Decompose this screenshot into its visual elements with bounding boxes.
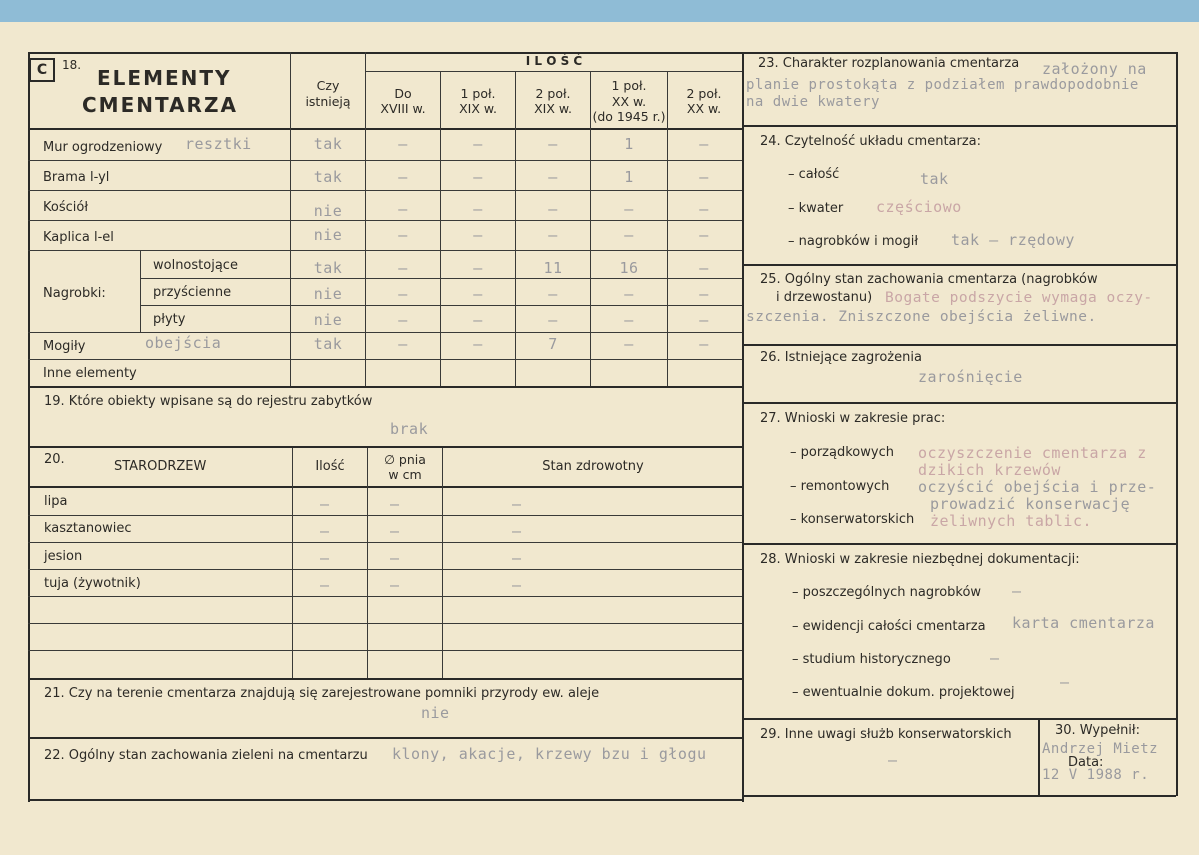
s29-label: 29. Inne uwagi służb konserwatorskich xyxy=(760,727,1012,742)
val-kosciol-1: – xyxy=(398,200,408,218)
s28-label: 28. Wnioski w zakresie niezbędnej dokumentacji: xyxy=(760,552,1080,567)
s27-label: 27. Wnioski w zakresie prac: xyxy=(760,411,946,426)
tree-tuja-stan: – xyxy=(512,576,522,594)
section-c-box: C xyxy=(29,58,55,82)
s29-value: – xyxy=(888,751,898,769)
rule xyxy=(28,569,742,570)
val-kosciol-3: – xyxy=(548,200,558,218)
val-wolno-2: – xyxy=(473,259,483,277)
rule xyxy=(367,448,368,678)
val-przys-4: – xyxy=(624,285,634,303)
val-kosciol-2: – xyxy=(473,200,483,218)
s27-value-l2: dzikich krzewów xyxy=(918,461,1061,479)
val-mur-1: – xyxy=(398,135,408,153)
val-mur-4: 1 xyxy=(624,135,634,153)
s24-val-calosc: tak xyxy=(920,170,949,188)
val-plyty-3: – xyxy=(548,311,558,329)
s21-label: 21. Czy na terenie cmentarza znajdują się zarejestrowane pomniki przyrody ew. aleje xyxy=(44,686,600,701)
val-wolno-5: – xyxy=(699,259,709,277)
val-kaplica-4: – xyxy=(624,226,634,244)
rule xyxy=(28,160,742,161)
exists-wolnostojace: tak xyxy=(313,259,343,277)
rule xyxy=(742,125,1176,127)
val-mogily-2: – xyxy=(473,335,483,353)
rule xyxy=(28,220,742,221)
tree-jesion: jesion xyxy=(44,549,83,564)
tree-jesion-pnia: – xyxy=(390,549,400,567)
s24-label: 24. Czytelność układu cmentarza: xyxy=(760,134,982,149)
s27-item-konserwatorskich: – konserwatorskich xyxy=(790,512,915,527)
period-4-l1: 1 poł. xyxy=(611,78,647,93)
row-label-inne: Inne elementy xyxy=(43,366,137,381)
val-mur-3: – xyxy=(548,135,558,153)
val-kaplica-2: – xyxy=(473,226,483,244)
rule xyxy=(28,250,742,251)
s19-value: brak xyxy=(390,420,429,438)
title-line1: ELEMENTY xyxy=(97,66,232,90)
tree-kasztanowiec: kasztanowiec xyxy=(44,521,132,536)
s28-item-projektowej: – ewentualnie dokum. projektowej xyxy=(792,685,1015,700)
val-przys-1: – xyxy=(398,285,408,303)
s25-value-l1: Bogate podszycie wymaga oczy- xyxy=(885,290,1153,306)
val-przys-5: – xyxy=(699,285,709,303)
val-mogily-5: – xyxy=(699,335,709,353)
czy-header-l1: Czy xyxy=(316,78,340,93)
period-3-l1: 2 poł. xyxy=(535,86,571,101)
s24-val-nagrobkow: tak – rzędowy xyxy=(951,231,1075,249)
row-label-plyty: płyty xyxy=(153,312,186,327)
rule xyxy=(28,386,744,388)
rule xyxy=(290,52,291,386)
ilosc-header: I L O Ś Ć xyxy=(525,54,583,68)
czy-header-l2: istnieją xyxy=(305,94,351,109)
s24-item-kwater: – kwater xyxy=(788,201,844,216)
val-mur-5: – xyxy=(699,135,709,153)
s23-value-l2: planie prostokąta z podziałem prawdopodobnie xyxy=(746,77,1139,93)
val-brama-4: 1 xyxy=(624,168,634,186)
rule xyxy=(28,650,742,651)
s28-item-studium: – studium historycznego xyxy=(792,652,951,667)
rule xyxy=(28,52,744,54)
period-4-l2: XX w. xyxy=(611,94,647,109)
val-brama-2: – xyxy=(473,168,483,186)
s25-label-l1: 25. Ogólny stan zachowania cmentarza (nagrobków xyxy=(760,272,1098,287)
period-5-l2: XX w. xyxy=(686,101,722,116)
s27-value-l1: oczyszczenie cmentarza z xyxy=(918,444,1147,462)
rule xyxy=(742,543,1176,545)
rule xyxy=(140,305,742,306)
tree-kasz-ilosc: – xyxy=(320,522,330,540)
val-plyty-1: – xyxy=(398,311,408,329)
s27-value-l4: prowadzić konserwację xyxy=(930,495,1131,513)
rule xyxy=(28,128,744,130)
rule xyxy=(742,344,1176,346)
s30-date-label: Data: xyxy=(1068,755,1104,770)
s24-item-calosc: – całość xyxy=(788,167,840,182)
tree-tuja-ilosc: – xyxy=(320,576,330,594)
tree-lipa-stan: – xyxy=(512,495,522,513)
rule xyxy=(28,596,742,597)
period-1-l1: Do xyxy=(394,86,412,101)
s25-value-l2: szczenia. Zniszczone obejścia żeliwne. xyxy=(746,309,1097,325)
tree-kasz-stan: – xyxy=(512,522,522,540)
row-note-mogily: obejścia xyxy=(145,334,222,352)
period-2-l1: 1 poł. xyxy=(460,86,496,101)
s28-val-ewidencji: karta cmentarza xyxy=(1012,614,1155,632)
row-label-wolnostojace: wolnostojące xyxy=(153,258,238,273)
s23-label: 23. Charakter rozplanowania cmentarza xyxy=(758,56,1020,71)
s26-label: 26. Istniejące zagrożenia xyxy=(760,350,922,365)
row-label-brama: Brama l-yl xyxy=(43,170,110,185)
rule xyxy=(742,52,1176,54)
section-18-number: 18. xyxy=(62,58,82,72)
rule xyxy=(28,332,742,333)
s23-value-l3: na dwie kwatery xyxy=(746,94,880,110)
tree-jesion-stan: – xyxy=(512,549,522,567)
s30-label: 30. Wypełnił: xyxy=(1055,723,1140,738)
val-mur-2: – xyxy=(473,135,483,153)
row-note-mur: resztki xyxy=(185,135,252,153)
s27-item-porzadkowych: – porządkowych xyxy=(790,445,894,460)
rule xyxy=(28,190,742,191)
rule xyxy=(1038,718,1040,796)
rule xyxy=(28,799,744,801)
s24-val-kwater: częściowo xyxy=(876,198,962,216)
val-mogily-1: – xyxy=(398,335,408,353)
rule xyxy=(292,448,293,678)
s28-val-studium: – xyxy=(990,649,1000,667)
exists-przyscienne: nie xyxy=(313,285,343,303)
val-kosciol-4: – xyxy=(624,200,634,218)
val-wolno-4: 16 xyxy=(619,259,639,277)
val-kosciol-5: – xyxy=(699,200,709,218)
row-label-kosciol: Kościół xyxy=(43,200,89,215)
rule xyxy=(742,402,1176,404)
rule xyxy=(28,515,742,516)
tree-lipa-ilosc: – xyxy=(320,495,330,513)
exists-kosciol: nie xyxy=(313,202,343,220)
row-label-przyscienne: przyścienne xyxy=(153,285,232,300)
val-mogily-4: – xyxy=(624,335,634,353)
rule xyxy=(28,359,742,360)
rule xyxy=(28,678,744,680)
val-mogily-3: 7 xyxy=(548,335,558,353)
title-line2: CMENTARZA xyxy=(82,93,238,117)
row-label-mogily: Mogiły xyxy=(43,339,86,354)
s23-value-l1: założony na xyxy=(1042,60,1147,78)
rule xyxy=(28,52,30,802)
s27-value-l5: żeliwnych tablic. xyxy=(930,512,1093,530)
rule xyxy=(28,486,744,488)
exists-kaplica: nie xyxy=(313,226,343,244)
val-wolno-3: 11 xyxy=(543,259,563,277)
tree-lipa: lipa xyxy=(44,494,68,509)
exists-plyty: nie xyxy=(313,311,343,329)
s25-label-l2: i drzewostanu) xyxy=(776,290,873,305)
s20-col-pnia-l2: w cm xyxy=(388,467,422,482)
period-5-l1: 2 poł. xyxy=(686,86,722,101)
s28-val-projektowej: – xyxy=(1060,673,1070,691)
period-3-l2: XIX w. xyxy=(534,101,572,116)
exists-brama: tak xyxy=(313,168,343,186)
row-label-mur: Mur ogrodzeniowy xyxy=(43,140,163,155)
s24-item-nagrobkow: – nagrobków i mogił xyxy=(788,234,919,249)
tree-jesion-ilosc: – xyxy=(320,549,330,567)
rule xyxy=(742,795,1176,797)
s30-date: 12 V 1988 r. xyxy=(1042,767,1150,783)
s20-col-ilosc: Ilość xyxy=(315,459,345,474)
val-wolno-1: – xyxy=(398,259,408,277)
s28-item-ewidencji: – ewidencji całości cmentarza xyxy=(792,619,986,634)
s28-item-poszczegolnych: – poszczególnych nagrobków xyxy=(792,585,982,600)
exists-mogily: tak xyxy=(313,335,343,353)
rule xyxy=(28,446,744,448)
rule xyxy=(742,718,1176,720)
s27-value-l3: oczyścić obejścia i prze- xyxy=(918,478,1157,496)
val-plyty-5: – xyxy=(699,311,709,329)
period-1-l2: XVIII w. xyxy=(380,101,426,116)
rule xyxy=(140,278,742,279)
s19-label: 19. Które obiekty wpisane są do rejestru zabytków xyxy=(44,394,373,409)
rule xyxy=(28,542,742,543)
s20-col-stan: Stan zdrowotny xyxy=(542,459,644,474)
val-kaplica-1: – xyxy=(398,226,408,244)
row-label-kaplica: Kaplica l-el xyxy=(43,230,114,245)
rule xyxy=(1176,52,1178,796)
top-edge-strip xyxy=(0,0,1199,22)
period-2-l2: XIX w. xyxy=(459,101,497,116)
val-plyty-2: – xyxy=(473,311,483,329)
rule xyxy=(742,52,744,802)
tree-lipa-pnia: – xyxy=(390,495,400,513)
s30-name: Andrzej Mietz xyxy=(1042,741,1159,757)
rule xyxy=(366,71,742,72)
tree-tuja: tuja (żywotnik) xyxy=(44,576,141,591)
rule xyxy=(742,264,1176,266)
s27-item-remontowych: – remontowych xyxy=(790,479,890,494)
val-kaplica-5: – xyxy=(699,226,709,244)
s22-value: klony, akacje, krzewy bzu i głogu xyxy=(392,745,707,763)
val-kaplica-3: – xyxy=(548,226,558,244)
row-label-nagrobki: Nagrobki: xyxy=(43,286,106,301)
rule xyxy=(442,448,443,678)
s22-label: 22. Ogólny stan zachowania zieleni na cmentarzu xyxy=(44,748,368,763)
s20-num: 20. xyxy=(44,452,65,467)
rule xyxy=(140,250,141,332)
s21-value: nie xyxy=(421,704,450,722)
val-plyty-4: – xyxy=(624,311,634,329)
val-przys-2: – xyxy=(473,285,483,303)
s20-title: STARODRZEW xyxy=(114,459,207,474)
val-brama-1: – xyxy=(398,168,408,186)
val-brama-3: – xyxy=(548,168,558,186)
exists-mur: tak xyxy=(313,135,343,153)
rule xyxy=(28,737,744,739)
s20-col-pnia-l1: ∅ pnia xyxy=(384,452,426,467)
val-przys-3: – xyxy=(548,285,558,303)
tree-tuja-pnia: – xyxy=(390,576,400,594)
s26-value: zarośnięcie xyxy=(918,368,1023,386)
rule xyxy=(28,623,742,624)
period-4-l3: (do 1945 r.) xyxy=(592,109,666,124)
val-brama-5: – xyxy=(699,168,709,186)
tree-kasz-pnia: – xyxy=(390,522,400,540)
s28-val-poszczegolnych: – xyxy=(1012,582,1022,600)
